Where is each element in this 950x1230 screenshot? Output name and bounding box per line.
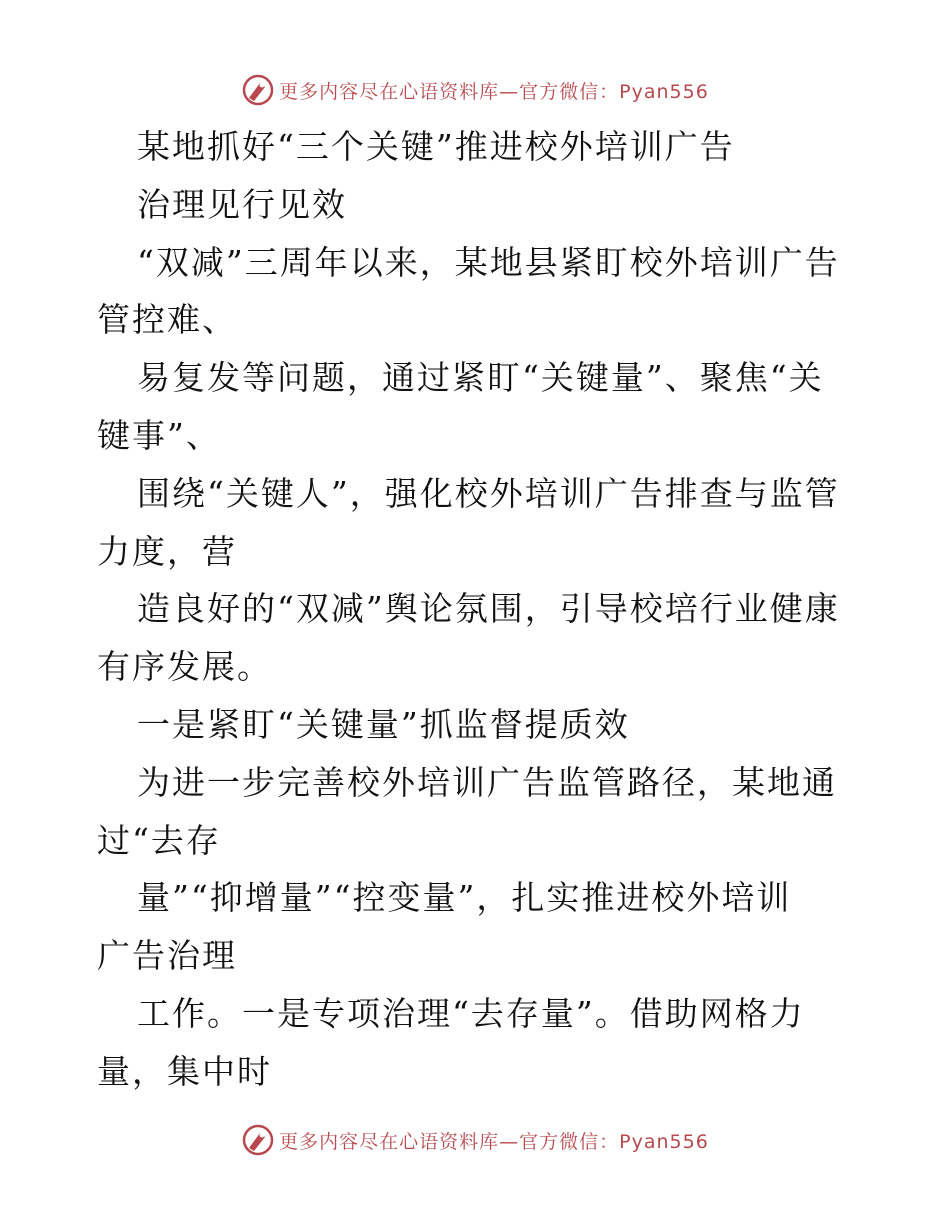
header-watermark	[0, 70, 950, 110]
footer-watermark-text: 更多内容尽在心语资料库—官方微信：Pyan556	[279, 1130, 709, 1153]
pen-nib-logo-icon	[241, 73, 275, 107]
document-line: 为进一步完善校外培训广告监管路径，某地通	[137, 762, 837, 802]
document-line: 围绕“关键人”，强化校外培训广告排查与监管	[137, 473, 840, 513]
header-watermark-text: 更多内容尽在心语资料库—官方微信：Pyan556	[279, 80, 709, 103]
footer-watermark	[0, 1120, 950, 1160]
document-line: 广告治理	[97, 936, 237, 976]
document-line: 量”“抑增量”“控变量”，扎实推进校外培训	[137, 878, 792, 918]
document-line: 力度，营	[97, 531, 237, 571]
document-line: 治理见行见效	[137, 184, 347, 224]
document-line: 管控难、	[97, 300, 237, 340]
document-body	[97, 118, 857, 1101]
document-line: 过“去存	[97, 820, 221, 860]
document-line: 工作。一是专项治理“去存量”。借助网格力	[137, 993, 805, 1033]
document-line: 造良好的“双减”舆论氛围，引导校培行业健康	[137, 589, 840, 629]
document-line: 有序发展。	[97, 647, 272, 687]
document-line: 键事”、	[97, 415, 221, 455]
document-line: 量，集中时	[97, 1051, 272, 1091]
document-line: 易复发等问题，通过紧盯“关键量”、聚焦“关	[137, 358, 824, 398]
document-line: 一是紧盯“关键量”抓监督提质效	[137, 704, 630, 744]
document-line: “双减”三周年以来，某地县紧盯校外培训广告	[137, 242, 840, 282]
pen-nib-logo-icon	[241, 1123, 275, 1157]
document-line: 某地抓好“三个关键”推进校外培训广告	[137, 127, 735, 166]
